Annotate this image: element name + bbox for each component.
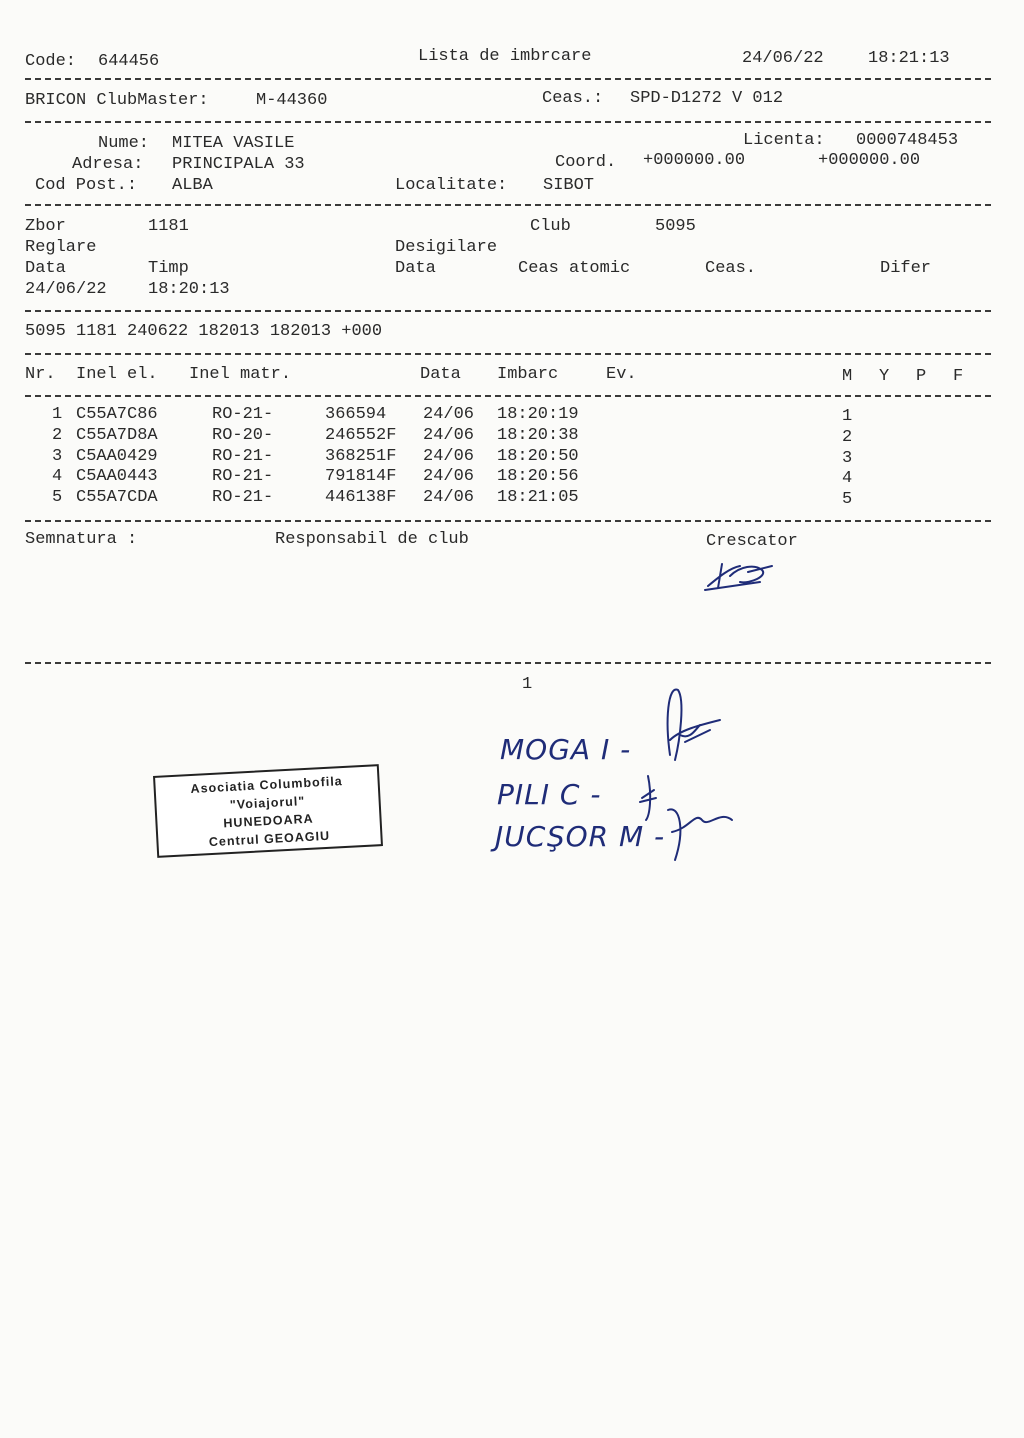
- row-time: 18:20:19: [497, 405, 579, 424]
- row-inel-el: C55A7D8A: [76, 426, 158, 445]
- ceas-atomic-label: Ceas atomic: [518, 259, 631, 278]
- row-inel-el: C55A7C86: [76, 405, 158, 424]
- col-m: M: [842, 367, 853, 386]
- row-time: 18:20:50: [497, 447, 579, 466]
- code-label: Code:: [25, 52, 77, 71]
- locality-label: Localitate:: [395, 176, 508, 195]
- row-m: 3: [842, 449, 853, 468]
- responsabil-label: Responsabil de club: [275, 530, 469, 549]
- print-time: 18:21:13: [868, 49, 950, 68]
- locality-value: SIBOT: [543, 176, 595, 195]
- zbor-label: Zbor: [25, 217, 66, 236]
- col-ev: Ev.: [606, 365, 637, 384]
- handwritten-line-2: PILI C -: [497, 778, 602, 811]
- col-inel-el: Inel el.: [76, 365, 158, 384]
- row-ring: 368251F: [325, 447, 397, 466]
- row-time: 18:20:38: [497, 426, 579, 445]
- reglare-time: 18:20:13: [148, 280, 230, 299]
- row-date: 24/06: [423, 426, 475, 445]
- divider: [25, 78, 991, 80]
- club-label: Club: [530, 217, 571, 236]
- system-id: M-44360: [256, 91, 328, 110]
- stamp-line-3: HUNEDOARA: [223, 811, 314, 831]
- row-inel-el: C55A7CDA: [76, 488, 158, 507]
- postcode-value: ALBA: [172, 176, 213, 195]
- coord-x: +000000.00: [643, 151, 746, 170]
- semnatura-label: Semnatura :: [25, 530, 138, 549]
- crescator-signature: [700, 556, 780, 596]
- handwritten-signatures: [640, 680, 750, 880]
- row-ring: 791814F: [325, 467, 397, 486]
- row-prefix: RO-21-: [212, 405, 274, 424]
- zbor-value: 1181: [148, 217, 189, 236]
- data2-label: Data: [395, 259, 436, 278]
- handwritten-line-1: MOGA I -: [500, 733, 632, 766]
- row-nr: 5: [52, 488, 63, 507]
- col-p: P: [916, 367, 927, 386]
- row-date: 24/06: [423, 467, 475, 486]
- row-inel-el: C5AA0429: [76, 447, 158, 466]
- coord-label: Coord.: [555, 153, 617, 172]
- crescator-label: Crescator: [706, 532, 798, 551]
- row-nr: 1: [52, 405, 63, 424]
- data-label: Data: [25, 259, 66, 278]
- row-date: 24/06: [423, 488, 475, 507]
- name-label: Nume:: [98, 134, 150, 153]
- row-time: 18:21:05: [497, 488, 579, 507]
- col-data: Data: [420, 365, 461, 384]
- handwritten-line-3: JUCŞOR M -: [495, 820, 666, 853]
- document-title: Lista de imbrcare: [418, 47, 592, 66]
- license-value: 0000748453: [856, 131, 959, 150]
- col-inel-matr: Inel matr.: [189, 365, 292, 384]
- row-m: 4: [842, 469, 853, 488]
- row-m: 1: [842, 407, 853, 426]
- row-inel-el: C5AA0443: [76, 467, 158, 486]
- col-nr: Nr.: [25, 365, 56, 384]
- difer-label: Difer: [880, 259, 932, 278]
- row-prefix: RO-21-: [212, 447, 274, 466]
- address-value: PRINCIPALA 33: [172, 155, 305, 174]
- divider: [25, 310, 991, 312]
- stamp-line-4: Centrul GEOAGIU: [208, 828, 331, 850]
- divider: [25, 121, 991, 123]
- coord-y: +000000.00: [818, 151, 921, 170]
- address-label: Adresa:: [72, 155, 144, 174]
- club-value: 5095: [655, 217, 696, 236]
- row-prefix: RO-21-: [212, 488, 274, 507]
- divider: [25, 662, 991, 664]
- row-nr: 2: [52, 426, 63, 445]
- row-ring: 246552F: [325, 426, 397, 445]
- col-f: F: [953, 367, 964, 386]
- divider: [25, 204, 991, 206]
- stamp-line-1: Asociatia Columbofila: [190, 774, 344, 797]
- reglare-label: Reglare: [25, 238, 97, 257]
- postcode-label: Cod Post.:: [35, 176, 138, 195]
- code-value: 644456: [98, 52, 160, 71]
- name-value: MITEA VASILE: [172, 134, 295, 153]
- reglare-date: 24/06/22: [25, 280, 107, 299]
- license-label: Licenta:: [743, 131, 825, 150]
- divider: [25, 520, 991, 522]
- row-date: 24/06: [423, 405, 475, 424]
- divider: [25, 395, 991, 397]
- row-nr: 3: [52, 447, 63, 466]
- row-nr: 4: [52, 467, 63, 486]
- row-prefix: RO-21-: [212, 467, 274, 486]
- clock-value: SPD-D1272 V 012: [630, 89, 784, 108]
- col-imbarc: Imbarc: [497, 365, 559, 384]
- row-ring: 366594: [325, 405, 397, 424]
- row-ring: 446138F: [325, 488, 397, 507]
- row-m: 5: [842, 490, 853, 509]
- col-y: Y: [879, 367, 890, 386]
- row-m: 2: [842, 428, 853, 447]
- stamp-line-2: "Voiajorul": [229, 794, 306, 812]
- divider: [25, 353, 991, 355]
- row-time: 18:20:56: [497, 467, 579, 486]
- ceas-label: Ceas.: [705, 259, 757, 278]
- page-number: 1: [522, 675, 533, 694]
- club-stamp: [153, 764, 383, 858]
- timp-label: Timp: [148, 259, 189, 278]
- clock-label: Ceas.:: [542, 89, 604, 108]
- summary-line: 5095 1181 240622 182013 182013 +000: [25, 322, 383, 341]
- system-label: BRICON ClubMaster:: [25, 91, 209, 110]
- row-date: 24/06: [423, 447, 475, 466]
- row-prefix: RO-20-: [212, 426, 274, 445]
- desigilare-label: Desigilare: [395, 238, 498, 257]
- print-date: 24/06/22: [742, 49, 824, 68]
